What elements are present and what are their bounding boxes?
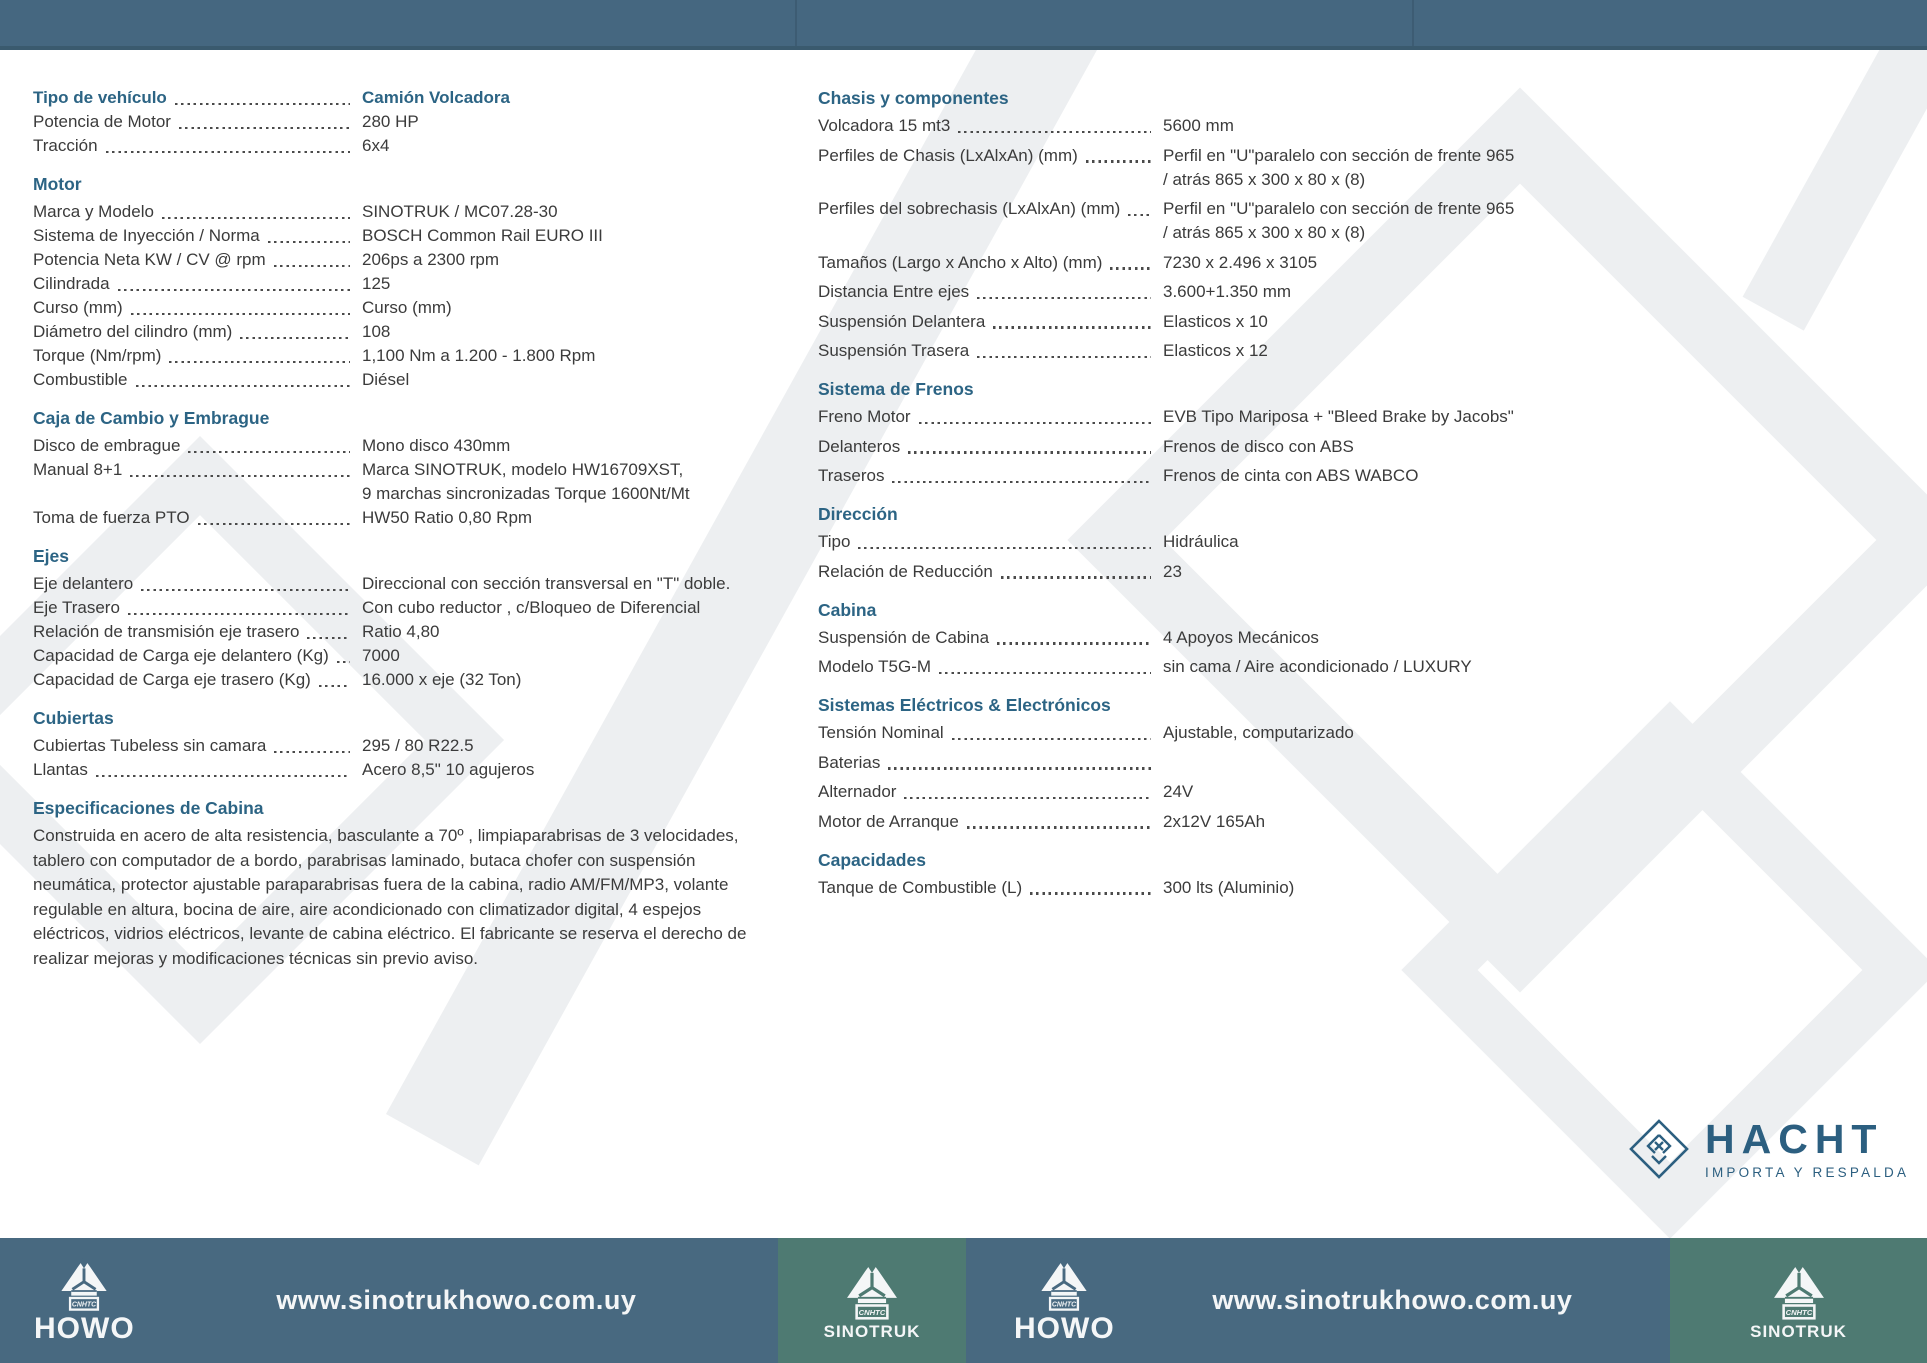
- howo-logo: [34, 1256, 135, 1346]
- spec-row: [33, 134, 769, 158]
- spec-label: Delanteros: [818, 436, 901, 456]
- spec-label-wrap: [33, 458, 362, 482]
- spec-value: 300 lts (Aluminio): [1163, 877, 1295, 897]
- dotted-leader: [1128, 214, 1151, 217]
- spec-row: [818, 876, 1563, 900]
- spec-label: Marca y Modelo: [33, 202, 154, 221]
- spec-label: Combustible: [33, 370, 128, 389]
- spec-label-wrap: [33, 248, 362, 272]
- spec-label-wrap: [33, 320, 362, 344]
- spec-label-wrap: [818, 339, 1163, 363]
- top-bar-divider: [1412, 0, 1414, 46]
- spec-row: [33, 458, 769, 506]
- dotted-leader: [274, 751, 350, 754]
- spec-value: Camión Volcadora: [362, 88, 510, 107]
- footer-segment-howo-left: [0, 1238, 778, 1363]
- spec-label: Capacidad de Carga eje delantero (Kg): [33, 646, 329, 665]
- spec-value: HW50 Ratio 0,80 Rpm: [362, 508, 533, 527]
- dotted-leader: [130, 475, 350, 478]
- top-bar-divider: [795, 0, 797, 46]
- spec-row: [33, 110, 769, 134]
- spec-value-line: / atrás 865 x 300 x 80 x (8): [1163, 169, 1366, 189]
- spec-value-line: Perfil en "U"paralelo con sección de frente 965: [1163, 199, 1515, 218]
- spec-label: Tensión Nominal: [818, 723, 944, 742]
- hacht-name: HACHT: [1705, 1116, 1884, 1162]
- sinotruk-label: SINOTRUK: [823, 1322, 921, 1341]
- spec-label: Eje delantero: [33, 574, 134, 593]
- spec-row: [33, 272, 769, 296]
- dotted-leader: [337, 661, 350, 664]
- spec-label-wrap: [818, 626, 1163, 650]
- spec-value: 280 HP: [362, 112, 419, 131]
- spec-label-wrap: [818, 876, 1163, 900]
- section-title: Ejes: [33, 546, 69, 566]
- spec-value: 1,100 Nm a 1.200 - 1.800 Rpm: [362, 346, 596, 365]
- spec-label: Toma de fuerza PTO: [33, 508, 190, 527]
- spec-value: 23: [1163, 561, 1182, 581]
- spec-row: [818, 251, 1563, 275]
- spec-label: Cubiertas Tubeless sin camara: [33, 736, 267, 755]
- spec-label-wrap: [33, 200, 362, 224]
- cnhtc-mountain-icon: [840, 1259, 904, 1320]
- spec-label: Perfiles del sobrechasis (LxAlxAn) (mm): [818, 199, 1121, 218]
- spec-label-wrap: [818, 530, 1163, 554]
- spec-row: [818, 310, 1563, 334]
- cnhtc-badge-label: CNHTC: [72, 1301, 97, 1309]
- spec-value: 125: [362, 274, 391, 293]
- spec-label: Sistema de Inyección / Norma: [33, 226, 260, 245]
- spec-row: [33, 248, 769, 272]
- spec-row: [818, 530, 1563, 554]
- hacht-wordmark: [1705, 1118, 1909, 1180]
- spec-value: Direccional con sección transversal en "T" doble.: [362, 574, 731, 593]
- spec-label: Llantas: [33, 760, 88, 779]
- spec-row: [33, 668, 769, 692]
- spec-label-wrap: [33, 620, 362, 644]
- dotted-leader: [131, 313, 350, 316]
- top-bar: [0, 0, 1927, 50]
- spec-value: 16.000 x eje (32 Ton): [362, 670, 522, 689]
- spec-row: [818, 810, 1563, 834]
- spec-row: [818, 464, 1563, 488]
- section-title: Capacidades: [818, 849, 926, 870]
- spec-value: sin cama / Aire acondicionado / LUXURY: [1163, 657, 1472, 676]
- spec-label: Eje Trasero: [33, 598, 120, 617]
- spec-value: 3.600+1.350 mm: [1163, 282, 1292, 301]
- spec-value-line: / atrás 865 x 300 x 80 x (8): [1163, 223, 1366, 242]
- spec-row: [33, 296, 769, 320]
- dotted-leader: [977, 297, 1151, 300]
- dotted-leader: [128, 613, 350, 616]
- spec-label-wrap: [818, 751, 1163, 775]
- spec-label: Freno Motor: [818, 407, 911, 426]
- section-title: Motor: [33, 174, 82, 194]
- spec-label: Suspensión de Cabina: [818, 627, 990, 647]
- dotted-leader: [919, 422, 1151, 425]
- website-url: www.sinotrukhowo.com.uy: [1212, 1285, 1573, 1315]
- spec-label-wrap: [33, 134, 362, 158]
- spec-label-wrap: [33, 668, 362, 692]
- spec-row: [818, 751, 1563, 775]
- spec-value: Ratio 4,80: [362, 622, 440, 641]
- spec-value: 7000: [362, 646, 400, 665]
- spec-label-wrap: [33, 758, 362, 782]
- cnhtc-badge-label: CNHTC: [1052, 1301, 1077, 1309]
- spec-label: Disco de embrague: [33, 436, 181, 455]
- spec-row: [33, 86, 769, 110]
- dotted-leader: [908, 451, 1151, 454]
- spec-row: [818, 560, 1563, 584]
- spec-label-wrap: [33, 644, 362, 668]
- spec-value: 295 / 80 R22.5: [362, 736, 474, 755]
- section-title: Dirección: [818, 504, 898, 524]
- spec-label: Baterias: [818, 752, 881, 772]
- spec-value: Diésel: [362, 370, 410, 389]
- spec-label: Traseros: [818, 466, 885, 485]
- section-title: Chasis y componentes: [818, 88, 1009, 108]
- dotted-leader: [1001, 576, 1151, 579]
- dotted-leader: [96, 775, 350, 778]
- spec-row: [818, 339, 1563, 363]
- spec-label: Tanque de Combustible (L): [818, 877, 1023, 897]
- spec-label-wrap: [33, 272, 362, 296]
- section-title: Sistemas Eléctricos & Electrónicos: [818, 695, 1111, 715]
- spec-value: [1163, 144, 1563, 192]
- spec-value: 206ps a 2300 rpm: [362, 250, 500, 269]
- dotted-leader: [118, 289, 350, 292]
- spec-label-wrap: [33, 368, 362, 392]
- dotted-leader: [179, 127, 350, 130]
- dotted-leader: [977, 356, 1151, 359]
- spec-label: Alternador: [818, 782, 897, 801]
- spec-row: [818, 655, 1563, 679]
- spec-label: Tipo: [818, 532, 851, 551]
- dotted-leader: [169, 361, 350, 364]
- dotted-leader: [939, 672, 1151, 675]
- spec-label-wrap: [818, 560, 1163, 584]
- spec-label: Volcadora 15 mt3: [818, 116, 951, 135]
- dotted-leader: [858, 547, 1151, 550]
- dotted-leader: [888, 767, 1151, 770]
- dotted-leader: [240, 337, 350, 340]
- cnhtc-badge-label: CNHTC: [1785, 1308, 1812, 1318]
- spec-row: [33, 596, 769, 620]
- dotted-leader: [1030, 892, 1151, 895]
- footer-segment-howo-right: [966, 1238, 1670, 1363]
- spec-row: [33, 344, 769, 368]
- spec-label-wrap: [818, 780, 1163, 804]
- spec-value: Hidráulica: [1163, 532, 1239, 551]
- spec-label: Curso (mm): [33, 298, 123, 317]
- section-title: Cubiertas: [33, 708, 114, 728]
- hacht-tagline: IMPORTA Y RESPALDA: [1705, 1165, 1910, 1180]
- dotted-leader: [1086, 160, 1151, 163]
- dotted-leader: [106, 151, 350, 154]
- spec-label: Motor de Arranque: [818, 811, 959, 831]
- dotted-leader: [175, 103, 350, 106]
- spec-label-wrap: [818, 197, 1163, 221]
- spec-value: Frenos de cinta con ABS WABCO: [1163, 466, 1419, 485]
- spec-label-wrap: [818, 310, 1163, 334]
- spec-label-wrap: [818, 280, 1163, 304]
- spec-value: EVB Tipo Mariposa + "Bleed Brake by Jacobs": [1163, 407, 1514, 426]
- spec-label-wrap: [818, 655, 1163, 679]
- spec-label-wrap: [33, 434, 362, 458]
- spec-row: [33, 200, 769, 224]
- spec-row: [818, 405, 1563, 429]
- spec-value: Curso (mm): [362, 298, 452, 317]
- website-url: www.sinotrukhowo.com.uy: [276, 1285, 637, 1315]
- spec-label: Suspensión Delantera: [818, 311, 986, 331]
- spec-label-wrap: [33, 86, 362, 110]
- spec-row: [818, 626, 1563, 650]
- spec-label-wrap: [33, 110, 362, 134]
- spec-label: Potencia Neta KW / CV @ rpm: [33, 250, 266, 269]
- spec-label-wrap: [818, 435, 1163, 459]
- dotted-leader: [952, 738, 1151, 741]
- spec-label-wrap: [818, 721, 1163, 745]
- spec-label: Distancia Entre ejes: [818, 282, 970, 301]
- spec-value: Frenos de disco con ABS: [1163, 436, 1354, 456]
- spec-row: [33, 620, 769, 644]
- cnhtc-badge-label: CNHTC: [858, 1308, 886, 1318]
- howo-logo: [1014, 1256, 1115, 1346]
- dotted-leader: [307, 637, 350, 640]
- spec-value: [1163, 197, 1563, 245]
- section-title: Especificaciones de Cabina: [33, 798, 264, 818]
- spec-value: 5600 mm: [1163, 116, 1234, 135]
- spec-label: Manual 8+1: [33, 460, 123, 479]
- spec-value: Acero 8,5" 10 agujeros: [362, 760, 535, 779]
- spec-row: [818, 780, 1563, 804]
- cnhtc-mountain-icon: [1767, 1259, 1831, 1320]
- dotted-leader: [1110, 267, 1151, 270]
- spec-row: [33, 368, 769, 392]
- spec-label-wrap: [818, 405, 1163, 429]
- howo-label: HOWO: [1014, 1311, 1115, 1345]
- spec-value-line: Perfil en "U"paralelo con sección de frente 965: [1163, 145, 1515, 165]
- spec-row: [33, 572, 769, 596]
- sinotruk-label: SINOTRUK: [1750, 1322, 1847, 1341]
- spec-value: 6x4: [362, 136, 390, 155]
- spec-row: [33, 506, 769, 530]
- spec-label: Tipo de vehículo: [33, 88, 167, 107]
- section-title: Caja de Cambio y Embrague: [33, 408, 270, 428]
- hacht-diamond-icon: [1628, 1118, 1690, 1180]
- spec-label-wrap: [818, 464, 1163, 488]
- dotted-leader: [141, 589, 350, 592]
- right-spec-column: [818, 86, 1563, 905]
- sinotruk-logo: [824, 1259, 921, 1342]
- spec-row: [33, 734, 769, 758]
- spec-label: Relación de transmisión eje trasero: [33, 622, 300, 641]
- spec-label-wrap: [33, 572, 362, 596]
- cnhtc-mountain-icon: [55, 1256, 113, 1311]
- section-title: Cabina: [818, 599, 877, 620]
- dotted-leader: [136, 385, 351, 388]
- spec-value-line: Marca SINOTRUK, modelo HW16709XST,: [362, 460, 684, 479]
- spec-label: Cilindrada: [33, 274, 110, 293]
- spec-label-wrap: [33, 596, 362, 620]
- section-title: Sistema de Frenos: [818, 379, 974, 399]
- spec-label: Relación de Reducción: [818, 561, 993, 581]
- spec-value: Elasticos x 10: [1163, 311, 1268, 331]
- left-spec-column: [33, 86, 769, 971]
- spec-label-wrap: [33, 296, 362, 320]
- spec-value: 2x12V 165Ah: [1163, 811, 1266, 831]
- spec-label: Suspensión Trasera: [818, 341, 970, 360]
- spec-row: [818, 721, 1563, 745]
- spec-row: [33, 644, 769, 668]
- spec-value: Elasticos x 12: [1163, 341, 1268, 360]
- spec-label-wrap: [33, 224, 362, 248]
- spec-value: 7230 x 2.496 x 3105: [1163, 252, 1318, 272]
- hacht-logo: [1628, 1118, 1909, 1180]
- spec-value: BOSCH Common Rail EURO III: [362, 226, 603, 245]
- spec-label-wrap: [33, 344, 362, 368]
- spec-value: SINOTRUK / MC07.28-30: [362, 202, 558, 221]
- spec-row: [818, 114, 1563, 138]
- dotted-leader: [997, 642, 1151, 645]
- footer-segment-sinotruk-left: [778, 1238, 966, 1363]
- spec-label: Perfiles de Chasis (LxAlxAn) (mm): [818, 145, 1078, 165]
- spec-label-wrap: [818, 810, 1163, 834]
- spec-value-line: 9 marchas sincronizadas Torque 1600Nt/Mt: [362, 484, 690, 503]
- footer-bar: [0, 1238, 1927, 1363]
- dotted-leader: [958, 131, 1151, 134]
- spec-label-wrap: [818, 144, 1163, 168]
- spec-value: Mono disco 430mm: [362, 436, 511, 455]
- howo-label: HOWO: [34, 1311, 135, 1345]
- spec-row: [33, 758, 769, 782]
- dotted-leader: [319, 685, 350, 688]
- spec-label-wrap: [818, 251, 1163, 275]
- spec-label: Capacidad de Carga eje trasero (Kg): [33, 670, 311, 689]
- spec-value: Con cubo reductor , c/Bloqueo de Diferencial: [362, 598, 701, 617]
- spec-row: [33, 434, 769, 458]
- spec-row: [33, 320, 769, 344]
- spec-label: Modelo T5G-M: [818, 657, 932, 676]
- spec-label: Tamaños (Largo x Ancho x Alto) (mm): [818, 252, 1103, 272]
- spec-label: Potencia de Motor: [33, 112, 171, 131]
- footer-segment-sinotruk-right: [1670, 1238, 1927, 1363]
- dotted-leader: [967, 826, 1151, 829]
- spec-value: [362, 458, 769, 506]
- cnhtc-mountain-icon: [1035, 1256, 1093, 1311]
- dotted-leader: [904, 797, 1151, 800]
- dotted-leader: [188, 451, 350, 454]
- spec-label: Tracción: [33, 136, 98, 155]
- cabin-description: Construida en acero de alta resistencia, basculante a 70º , limpiaparabrisas de 3 velocidades, tablero con computador de a bordo, parabrisas laminado, butaca chofer con suspensión neumática, protector ajustable paraparabrisas fuera de la cabina, radio AM/FM/MP3, volante regulable en altura, bocina de aire, aire acondicionado con climatizador digital, 4 espejos eléctricos, vidrios eléctricos, levante de cabina eléctrico. El fabricante se reserva el derecho de realizar mejoras y modificaciones técnicas sin previo aviso.: [33, 826, 747, 968]
- spec-value: 4 Apoyos Mecánicos: [1163, 627, 1319, 647]
- dotted-leader: [198, 523, 350, 526]
- spec-row: [818, 197, 1563, 245]
- spec-row: [818, 144, 1563, 192]
- dotted-leader: [993, 326, 1151, 329]
- sinotruk-logo: [1750, 1259, 1847, 1342]
- spec-label: Diámetro del cilindro (mm): [33, 322, 233, 341]
- dotted-leader: [162, 217, 350, 220]
- spec-label: Torque (Nm/rpm): [33, 346, 162, 365]
- spec-label-wrap: [33, 506, 362, 530]
- dotted-leader: [892, 481, 1151, 484]
- dotted-leader: [274, 265, 350, 268]
- spec-value: Ajustable, computarizado: [1163, 723, 1354, 742]
- dotted-leader: [268, 241, 350, 244]
- spec-row: [33, 224, 769, 248]
- spec-value: 24V: [1163, 782, 1194, 801]
- spec-row: [818, 435, 1563, 459]
- spec-value: 108: [362, 322, 391, 341]
- spec-row: [818, 280, 1563, 304]
- spec-label-wrap: [818, 114, 1163, 138]
- spec-label-wrap: [33, 734, 362, 758]
